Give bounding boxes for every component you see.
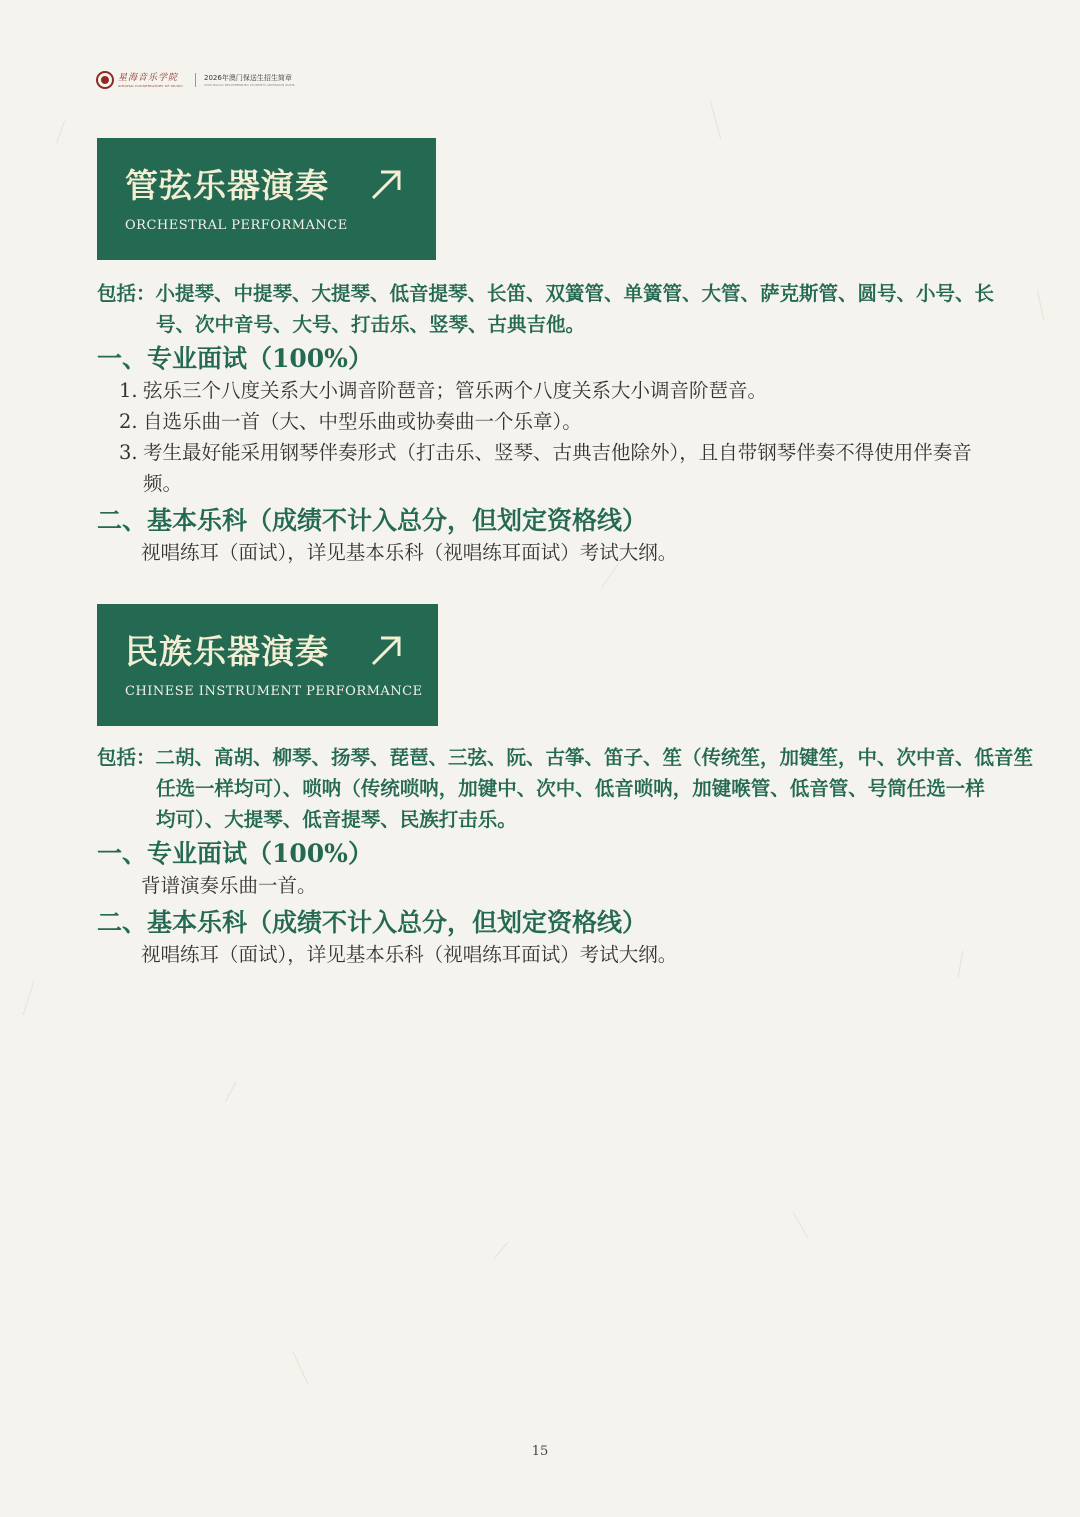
section-banner-chinese	[97, 604, 438, 726]
list-item-text: 自选乐曲一首（大、中型乐曲或协奏曲一个乐章）。	[143, 410, 582, 433]
page-header	[96, 70, 295, 90]
includes-line: 任选一样均可）、唢呐（传统唢呐，加键中、次中、低音唢呐，加键喉管、低音管、号筒任选一样	[156, 777, 985, 800]
banner-title-en: ORCHESTRAL PERFORMANCE	[125, 218, 348, 233]
section-orchestral-content	[97, 278, 997, 568]
list-item-number: 3.	[119, 441, 138, 464]
list-item	[97, 406, 997, 437]
basic-music-note: 视唱练耳（面试），详见基本乐科（视唱练耳面试）考试大纲。	[141, 541, 678, 564]
banner-title-cn: 管弦乐器演奏	[125, 166, 329, 205]
includes-line: 号、次中音号、大号、打击乐、竖琴、古典吉他。	[156, 313, 586, 336]
includes-line: 包括：小提琴、中提琴、大提琴、低音提琴、长笛、双簧管、单簧管、大管、萨克斯管、圆号、小号、长	[97, 282, 995, 305]
list-item-text: 弦乐三个八度关系大小调音阶琶音；管乐两个八度关系大小调音阶琶音。	[143, 379, 768, 402]
includes-line: 均可）、大提琴、低音提琴、民族打击乐。	[156, 808, 517, 831]
guide-title-cn: 2026年澳门保送生招生简章	[204, 73, 292, 82]
list-item-number: 1.	[119, 379, 138, 402]
school-logo	[118, 73, 183, 88]
requirements-list	[97, 375, 997, 499]
header-divider	[195, 73, 196, 87]
includes-line: 包括：二胡、高胡、柳琴、扬琴、琵琶、三弦、阮、古筝、笛子、笙（传统笙，加键笙，中、次中音、低音笙	[97, 746, 1034, 769]
school-logo-en: XINGHAI CONSERVATORY OF MUSIC	[118, 83, 183, 88]
basic-music-note: 视唱练耳（面试），详见基本乐科（视唱练耳面试）考试大纲。	[141, 943, 678, 966]
list-item-text: 考生最好能采用钢琴伴奏形式（打击乐、竖琴、古典吉他除外），且自带钢琴伴奏不得使用伴奏音频。	[143, 441, 972, 495]
page-number: 15	[531, 1444, 549, 1459]
section-banner-orchestral	[97, 138, 436, 260]
list-item-number: 2.	[119, 410, 138, 433]
banner-title-cn: 民族乐器演奏	[125, 632, 329, 671]
arrow-up-right-icon	[369, 632, 405, 668]
includes-list	[97, 278, 997, 340]
includes-list	[97, 742, 1034, 835]
guide-title-en: 2026 MACAO RECOMMENDED STUDENTS ADMISSION GUIDE	[204, 82, 295, 87]
heading-professional-interview: 一、专业面试（100%）	[97, 839, 373, 868]
guide-title	[204, 74, 295, 87]
section-chinese-content	[97, 742, 1034, 970]
school-logo-cn: 星海音乐学院	[118, 72, 179, 83]
list-item	[97, 437, 997, 499]
list-item	[97, 375, 997, 406]
heading-professional-interview: 一、专业面试（100%）	[97, 344, 373, 373]
school-seal-icon	[96, 71, 114, 89]
interview-requirement: 背谱演奏乐曲一首。	[141, 874, 317, 897]
banner-title-en: CHINESE INSTRUMENT PERFORMANCE	[125, 684, 423, 699]
heading-basic-music: 二、基本乐科（成绩不计入总分，但划定资格线）	[97, 506, 648, 535]
arrow-up-right-icon	[369, 166, 405, 202]
heading-basic-music: 二、基本乐科（成绩不计入总分，但划定资格线）	[97, 908, 648, 937]
